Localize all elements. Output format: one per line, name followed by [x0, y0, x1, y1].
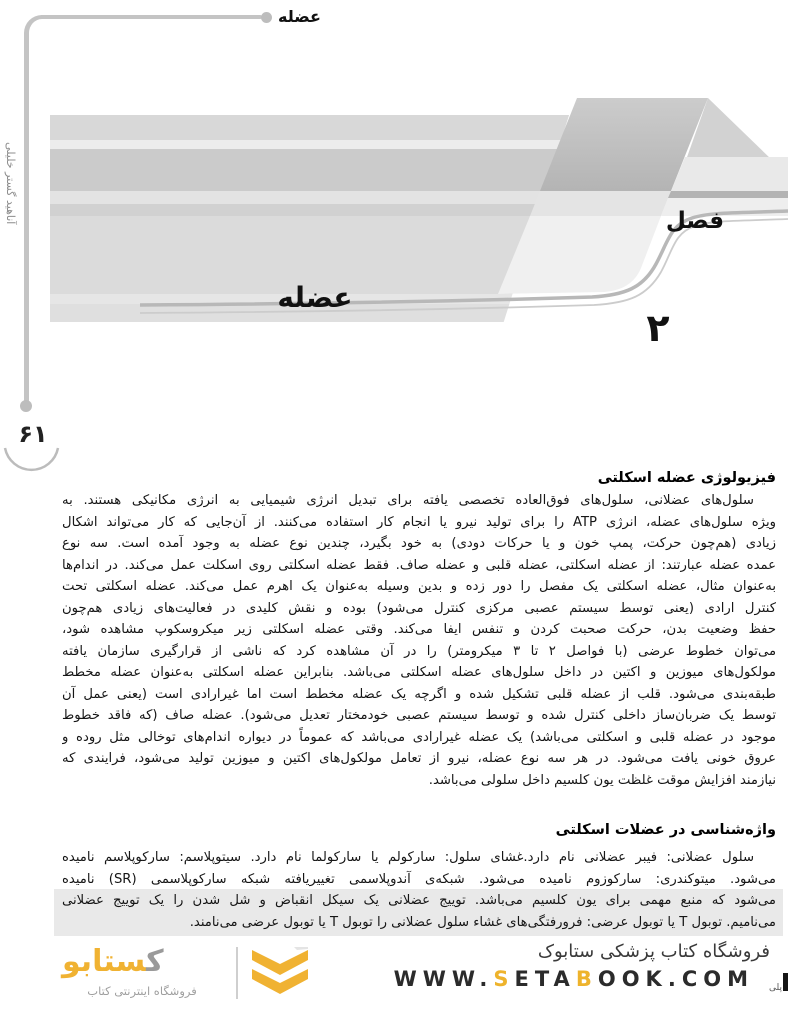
paragraph-physiology — [62, 490, 776, 791]
website-letter: S — [493, 967, 515, 991]
website-letter: W — [422, 967, 452, 991]
text-line: ویژه سلول‌های عضله، انرژی ATP را برای تولید نیرو یا انجام کار استفاده می‌کنند. از آن‌جایی که کار می‌تواند اشکال — [62, 514, 776, 530]
text-line: می‌شود. میتوکندری: سارکوزوم نامیده می‌شود. شبکه‌ی آندوپلاسمی تغییریافته شبکه سارکوپلاسمی (SR) نامیده — [62, 871, 776, 887]
chapter-banner — [40, 90, 788, 350]
text-line: می‌شود که منبع مهمی برای یون کلسیم می‌باشد. توییج عضلانی یک سیکل انقباض و شل شدن را یک توییج عضلانی — [62, 893, 776, 908]
margin-line-dot-bottom — [20, 400, 32, 412]
section-heading-terminology: واژه‌شناسی در عضلات اسکلتی — [555, 822, 776, 838]
text-line: به‌عنوان مثال، عضله اسکلتی یک مفصل را دور زده و بدین وسیله به‌عنوان یک اهرم عمل می‌کند. عضله اسکلتی تحت — [62, 579, 776, 594]
logo-wordmark: ستابو — [62, 944, 147, 979]
chapter-title: عضله — [277, 281, 353, 314]
page-tab-label: عضله — [278, 7, 321, 26]
website-letter: T — [534, 967, 554, 991]
text-line: سلول عضلانی: فیبر عضلانی نام دارد.غشای سلول: سارکولم یا سارکولما نام دارد. سیتوپلاسم: سارکوپلاسم نامیده — [62, 850, 754, 865]
website-letter: K — [645, 967, 668, 991]
side-note: پلی — [769, 983, 782, 993]
text-line: حفظ وضعیت بدن، حرکت صحبت کردن و تنفس ایفا می‌کند. وقتی عضله اسکلتی زیر میکروسکوپ مشاهده شود، — [62, 622, 776, 637]
text-line: می‌توان خطوط عرضی (با فواصل ۲ تا ۳ میکرومتر) را در آن مشاهده کرد که ناشی از قرارگیری سازمان یافته — [62, 643, 776, 659]
edge-mark — [783, 973, 788, 991]
store-title: فروشگاه کتاب پزشکی ستابوک — [537, 941, 770, 962]
chapter-number: ۲ — [646, 306, 670, 350]
website-letter: . — [479, 967, 494, 991]
website-letter: O — [621, 967, 646, 991]
website-letter: W — [393, 967, 423, 991]
text-line: موجود در عضله قلبی و اسکلتی می‌باشد) یک عضله غیرارادی می‌باشد که عموماً در دیواره اندام‌های توخالی مثل روده و — [62, 729, 776, 745]
chapter-word: فصل — [665, 208, 725, 234]
website-letter: O — [703, 967, 728, 991]
website-url — [394, 967, 754, 991]
website-letter: W — [451, 967, 480, 991]
text-line: طبقه‌بندی می‌شود. قلب از عضله قلبی تشکیل شده و اگرچه یک عضله مخطط است اما غیرارادی است (یعنی عمل آن — [62, 686, 776, 702]
paragraph-terminology — [62, 847, 776, 933]
margin-line-horizontal — [40, 15, 262, 19]
website-letter: C — [681, 967, 704, 991]
website-letter: O — [597, 967, 622, 991]
margin-line-vertical — [24, 44, 29, 404]
setabook-logo — [62, 945, 164, 979]
text-line: کنترل ارادی (یعنی توسط سیستم عصبی مرکزی کنترل می‌شود) بوده و نقش کلیدی در فعالیت‌های زیادی هم‌چون — [62, 600, 776, 616]
publisher-vertical-text: آناهید گستر خلیلی — [4, 141, 17, 224]
footer — [0, 937, 788, 1012]
text-line: مولکول‌های میوزین و اکتین در داخل سلول‌های عضله اسکلتی می‌باشد. بنابراین عضله اسکلتی به‌عنوان عضله مخطط — [62, 665, 776, 680]
page-number: ۶۱ — [18, 420, 48, 448]
section-heading-physiology: فیزیولوژی عضله اسکلتی — [597, 470, 776, 486]
body-text — [62, 466, 776, 936]
logo-kaf-mark: ک — [146, 944, 164, 979]
website-letter: M — [727, 967, 754, 991]
chevron-emblem-icon — [248, 947, 312, 1001]
website-letter: E — [514, 967, 535, 991]
text-line: می‌نامیم. توبول T یا توبول عرضی: فرورفتگی‌های غشاء سلول عضلانی را توبول T یا توبول عرضی می‌نامند. — [189, 914, 776, 930]
text-line: نیازمند افزایش موقت غلظت یون کلسیم داخل سلولی می‌باشد. — [428, 772, 776, 788]
website-letter: B — [575, 967, 598, 991]
margin-line-dot-top — [261, 12, 272, 23]
text-line: سلول‌های عضلانی، سلول‌های فوق‌العاده تخصصی یافته برای تبدیل انرژی شیمیایی به انرژی مکانیکی هستند. به — [62, 493, 754, 508]
text-line: زیادی (هم‌چون حرکت، پمپ خون و یا حرکات دودی) به خود بگیرد، چندین نوع عضله به وجود آمده است. سه نوع — [62, 536, 776, 551]
text-line: عروق خونی یافت می‌شود. در هر سه نوع عضله، نیرو از تعامل مولکول‌های اکتین و میوزین تولید می‌شود، فرایندی که — [62, 751, 776, 766]
website-letter: . — [667, 967, 682, 991]
website-letter: A — [553, 967, 576, 991]
text-line: توسط یک ضربان‌ساز داخلی کنترل شده و توسط سیستم عصبی خودمختار تعدیل می‌شود). عضله صاف (که فاقد خطوط — [62, 708, 776, 723]
page-number-arc — [2, 446, 62, 480]
logo-divider — [236, 947, 238, 999]
text-line: عمده عضله عبارتند: از عضله اسکلتی، عضله قلبی و عضله صاف. فقط عضله اسکلتی روی اسکلت عمل می‌کند. در اندام‌ها — [62, 557, 776, 573]
margin-line-corner — [24, 15, 46, 47]
logo-tagline: فروشگاه اینترنتی کتاب — [87, 984, 197, 998]
